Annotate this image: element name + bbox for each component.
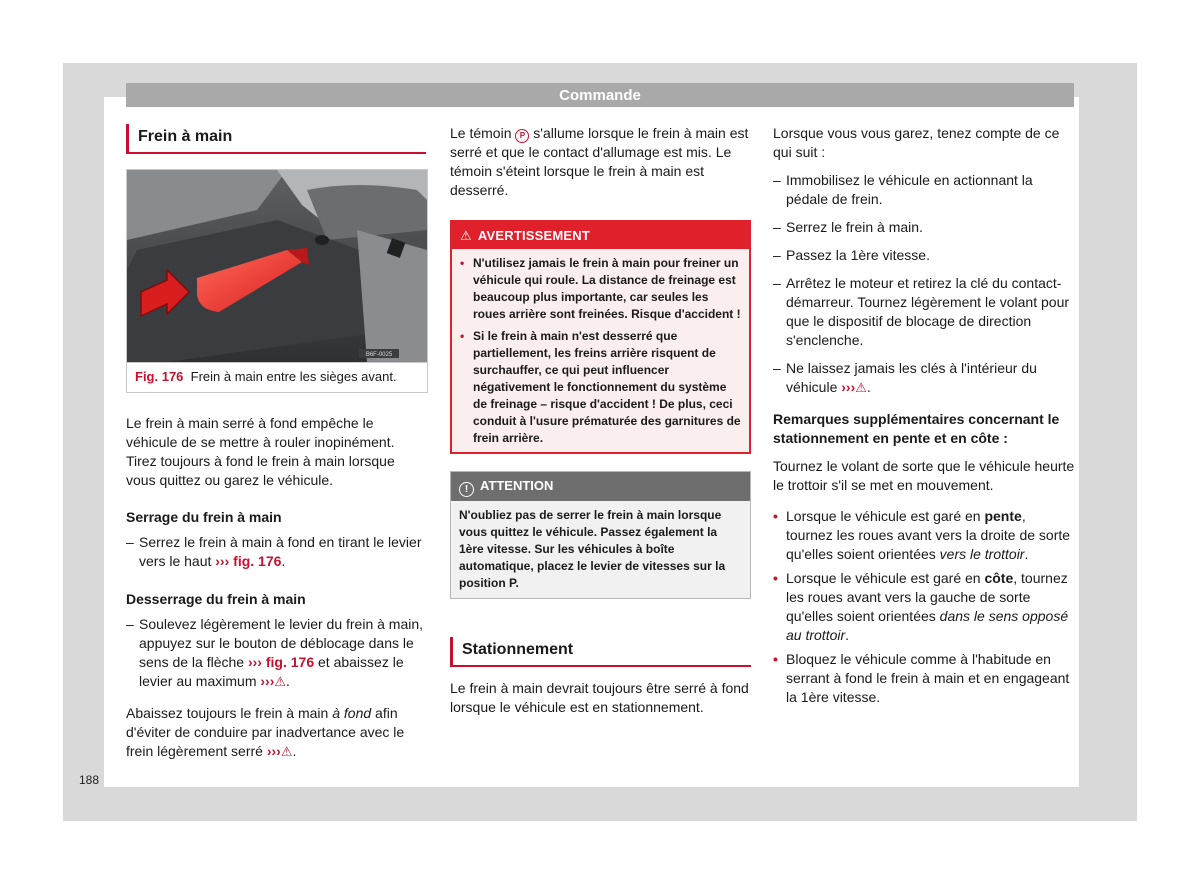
chapter-header: Commande: [126, 83, 1074, 107]
figure-ref-link[interactable]: fig. 176: [233, 553, 282, 569]
ref-arrow-icon: ›››: [841, 379, 856, 395]
attention-body: N'oubliez pas de serrer le frein à main lorsque vous quittez le véhicule. Passez également la 1ère vitesse. Sur les véhicules à boîte automatique, placez le levier de vitesses sur la position P.: [459, 508, 726, 590]
warning-triangle-icon[interactable]: ⚠: [280, 744, 293, 759]
desserrage-text-a: Soulevez légèrement le levier du frein à main, appuyez sur le bouton de déblocage dans le sens de la flèche: [139, 616, 424, 670]
garage-step: – Serrez le frein à main.: [773, 219, 923, 235]
attention-title: ATTENTION: [480, 478, 554, 493]
garage-intro: Lorsque vous vous garez, tenez compte de ce qui suit :: [773, 125, 1060, 160]
subheading-serrage: Serrage du frein à main: [126, 509, 282, 525]
ref-arrow-icon: ›››: [215, 553, 230, 569]
warning-triangle-icon: ⚠: [460, 228, 472, 243]
figure-ref-link[interactable]: fig. 176: [265, 654, 315, 670]
warning-box: [450, 220, 751, 454]
attention-header: [451, 472, 750, 501]
figure-label: Fig. 176: [135, 369, 184, 384]
figure-caption-text: Frein à main entre les sièges avant.: [190, 369, 397, 384]
outro-text-a: Abaissez toujours le frein à main: [126, 705, 329, 721]
desserrage-text-b: et abaissez le levier au maximum: [139, 654, 404, 689]
handbrake-photo: [127, 170, 427, 362]
serrage-text: Serrez le frein à main à fond en tirant le levier vers le haut: [139, 534, 422, 569]
remarks-intro: Tournez le volant de sorte que le véhicule heurte le trottoir s'il se met en mouvement.: [773, 458, 1075, 493]
garage-step: – Immobilisez le véhicule en actionnant la pédale de frein.: [773, 172, 1033, 207]
info-circle-icon: !: [459, 482, 474, 497]
subheading-desserrage: Desserrage du frein à main: [126, 591, 306, 607]
column-right: [773, 124, 1075, 707]
warning-header: [452, 222, 749, 249]
warning-triangle-icon[interactable]: ⚠: [274, 674, 287, 689]
ref-arrow-icon: ›››: [260, 673, 275, 689]
warning-title: AVERTISSEMENT: [477, 228, 591, 243]
temoin-paragraph: [450, 124, 751, 200]
warning-triangle-icon[interactable]: ⚠: [855, 380, 867, 395]
figure-caption: [127, 362, 427, 392]
warning-item: • N'utilisez jamais le frein à main pour freiner un véhicule qui roule. La distance de freinage est beaucoup plus importante, car seules les roues arrière sont freinées. Risque d'accident !: [460, 256, 741, 321]
attention-box: [450, 471, 751, 599]
section-title-stationnement: Stationnement: [450, 637, 751, 667]
figure-176: [126, 169, 428, 393]
parking-brake-warning-icon: P: [515, 129, 529, 143]
slope-bullet: • Lorsque le véhicule est garé en pente, tournez les roues avant vers la droite de sorte qu'elles soient orientées vers le trottoir.: [773, 508, 1071, 562]
outro-text-b: afin d'éviter de conduire par inadvertance avec le frein légèrement serré: [126, 705, 405, 759]
warning-item: • Si le frein à main n'est desserré que partiellement, les freins arrière risquent de surchauffer, ce qui peut influencer négativement le fonctionnement du système de freinage – risque d'accident ! De plus, ceci conduit à l'usure prématurée des garnitures de frein arrière.: [460, 329, 741, 445]
block-bullet: • Bloquez le véhicule comme à l'habitude en serrant à fond le frein à main et en engageant la 1ère vitesse.: [773, 651, 1070, 705]
stationnement-paragraph: Le frein à main devrait toujours être serré à fond lorsque le véhicule est en stationnement.: [450, 680, 749, 715]
warning-body: [452, 249, 749, 452]
ref-arrow-icon: ›››: [247, 654, 262, 670]
outro-paragraph: Abaissez toujours le frein à main à fond afin d'éviter de conduire par inadvertance avec le frein légèrement serré ›››⚠.: [126, 705, 405, 759]
page-number: 188: [79, 773, 100, 787]
section-title-frein-a-main: Frein à main: [126, 124, 426, 154]
garage-step: – Passez la 1ère vitesse.: [773, 247, 930, 263]
temoin-text-b: s'allume lorsque le frein à main est serré et que le contact d'allumage est mis. Le témoin s'éteint lorsque le frein à main est desserré.: [450, 125, 749, 198]
serrage-step: – Serrez le frein à main à fond en tirant le levier vers le haut ››› fig. 176.: [126, 534, 422, 569]
temoin-text-a: Le témoin: [450, 125, 512, 141]
remarks-heading: Remarques supplémentaires concernant le stationnement en pente et en côte :: [773, 411, 1060, 446]
desserrage-step: – Soulevez légèrement le levier du frein à main, appuyez sur le bouton de déblocage dans le sens de la flèche ››› fig. 176 et abaissez le levier au maximum ›››⚠.: [126, 616, 424, 689]
intro-paragraph: Le frein à main serré à fond empêche le véhicule de se mettre à rouler inopinément. Tirez toujours à fond le frein à main lorsque vous quittez ou garez le véhicule.: [126, 415, 395, 488]
garage-step: – Arrêtez le moteur et retirez la clé du contact-démarreur. Tournez légèrement le volant pour que le dispositif de blocage de direction s'enclenche.: [773, 275, 1070, 348]
column-middle: [450, 124, 751, 717]
ref-arrow-icon: ›››: [266, 743, 281, 759]
garage-step: – Ne laissez jamais les clés à l'intérieur du véhicule ›››⚠.: [773, 360, 1037, 395]
column-left: [126, 124, 426, 761]
outro-italic: à fond: [332, 705, 372, 721]
figure-code: B6F-0025: [365, 352, 393, 358]
hill-bullet: • Lorsque le véhicule est garé en côte, tournez les roues avant vers la gauche de sorte qu'elles soient orientées dans le sens opposé au trottoir.: [773, 570, 1069, 643]
